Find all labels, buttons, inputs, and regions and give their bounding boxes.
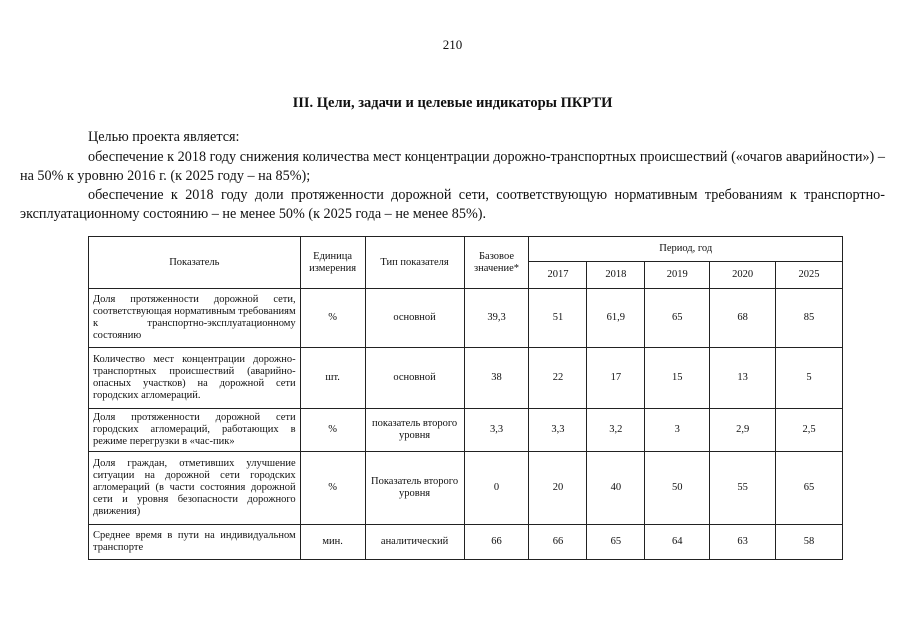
base-cell: 66 — [464, 525, 529, 560]
value-cell: 68 — [710, 289, 776, 348]
value-cell: 40 — [587, 452, 645, 525]
goal-paragraph-1: обеспечение к 2018 году снижения количества мест концентрации дорожно-транспортных происшествий («очагов аварийности») – на 50% к уровню 2016 г. (к 2025 году – на 85%); — [20, 149, 885, 184]
header-unit: Единица измерения — [300, 237, 365, 289]
value-cell: 85 — [776, 289, 843, 348]
value-cell: 3,3 — [529, 409, 587, 452]
unit-cell: шт. — [300, 348, 365, 409]
value-cell: 3,2 — [587, 409, 645, 452]
value-cell: 65 — [645, 289, 710, 348]
section-heading: III. Цели, задачи и целевые индикаторы ПКРТИ — [292, 95, 613, 111]
indicator-name: Доля протяженности дорожной сети городских агломераций, работающих в режиме перегрузки в «час-пик» — [89, 409, 301, 452]
header-indicator: Показатель — [89, 237, 301, 289]
value-cell: 50 — [645, 452, 710, 525]
header-year: 2017 — [529, 262, 587, 289]
base-cell: 39,3 — [464, 289, 529, 348]
type-cell: Показатель второго уровня — [365, 452, 464, 525]
value-cell: 55 — [710, 452, 776, 525]
header-year: 2020 — [710, 262, 776, 289]
value-cell: 51 — [529, 289, 587, 348]
header-year: 2025 — [776, 262, 843, 289]
value-cell: 64 — [645, 525, 710, 560]
base-cell: 3,3 — [464, 409, 529, 452]
header-year: 2018 — [587, 262, 645, 289]
table-row — [89, 348, 843, 409]
indicator-name: Среднее время в пути на индивидуальном транспорте — [89, 525, 301, 560]
value-cell: 15 — [645, 348, 710, 409]
indicator-name: Доля протяженности дорожной сети, соответствующая нормативным требованиям к транспортно-эксплуатационному состоянию — [89, 289, 301, 348]
header-year: 2019 — [645, 262, 710, 289]
page-number: 210 — [442, 37, 463, 52]
value-cell: 22 — [529, 348, 587, 409]
value-cell: 13 — [710, 348, 776, 409]
table-row — [89, 409, 843, 452]
value-cell: 20 — [529, 452, 587, 525]
table-row — [89, 525, 843, 560]
table-row — [89, 452, 843, 525]
indicator-name: Количество мест концентрации дорожно-транспортных происшествий (аварийно-опасных участков) на дорожной сети городских агломераций. — [89, 348, 301, 409]
indicator-name: Доля граждан, отметивших улучшение ситуации на дорожной сети городских агломераций (в части состояния дорожной сети и уровня безопасности дорожного движения) — [89, 452, 301, 525]
value-cell: 65 — [587, 525, 645, 560]
type-cell: основной — [365, 289, 464, 348]
unit-cell: мин. — [300, 525, 365, 560]
base-cell: 0 — [464, 452, 529, 525]
base-cell: 38 — [464, 348, 529, 409]
type-cell: основной — [365, 348, 464, 409]
type-cell: аналитический — [365, 525, 464, 560]
value-cell: 5 — [776, 348, 843, 409]
unit-cell: % — [300, 289, 365, 348]
value-cell: 3 — [645, 409, 710, 452]
type-cell: показатель второго уровня — [365, 409, 464, 452]
goal-paragraph-2: обеспечение к 2018 году доли протяженности дорожной сети, соответствующую нормативным требованиям к транспортно-эксплуатационному состоянию – не менее 50% (к 2025 года – не менее 85%). — [20, 187, 885, 222]
header-period: Период, год — [529, 237, 843, 262]
table-row — [89, 289, 843, 348]
value-cell: 66 — [529, 525, 587, 560]
header-type: Тип показателя — [365, 237, 464, 289]
value-cell: 58 — [776, 525, 843, 560]
value-cell: 61,9 — [587, 289, 645, 348]
unit-cell: % — [300, 409, 365, 452]
value-cell: 65 — [776, 452, 843, 525]
value-cell: 2,9 — [710, 409, 776, 452]
unit-cell: % — [300, 452, 365, 525]
value-cell: 63 — [710, 525, 776, 560]
header-base: Базовое значение* — [464, 237, 529, 289]
value-cell: 2,5 — [776, 409, 843, 452]
intro-text: Целью проекта является: — [88, 129, 240, 145]
indicators-table — [88, 236, 843, 560]
value-cell: 17 — [587, 348, 645, 409]
